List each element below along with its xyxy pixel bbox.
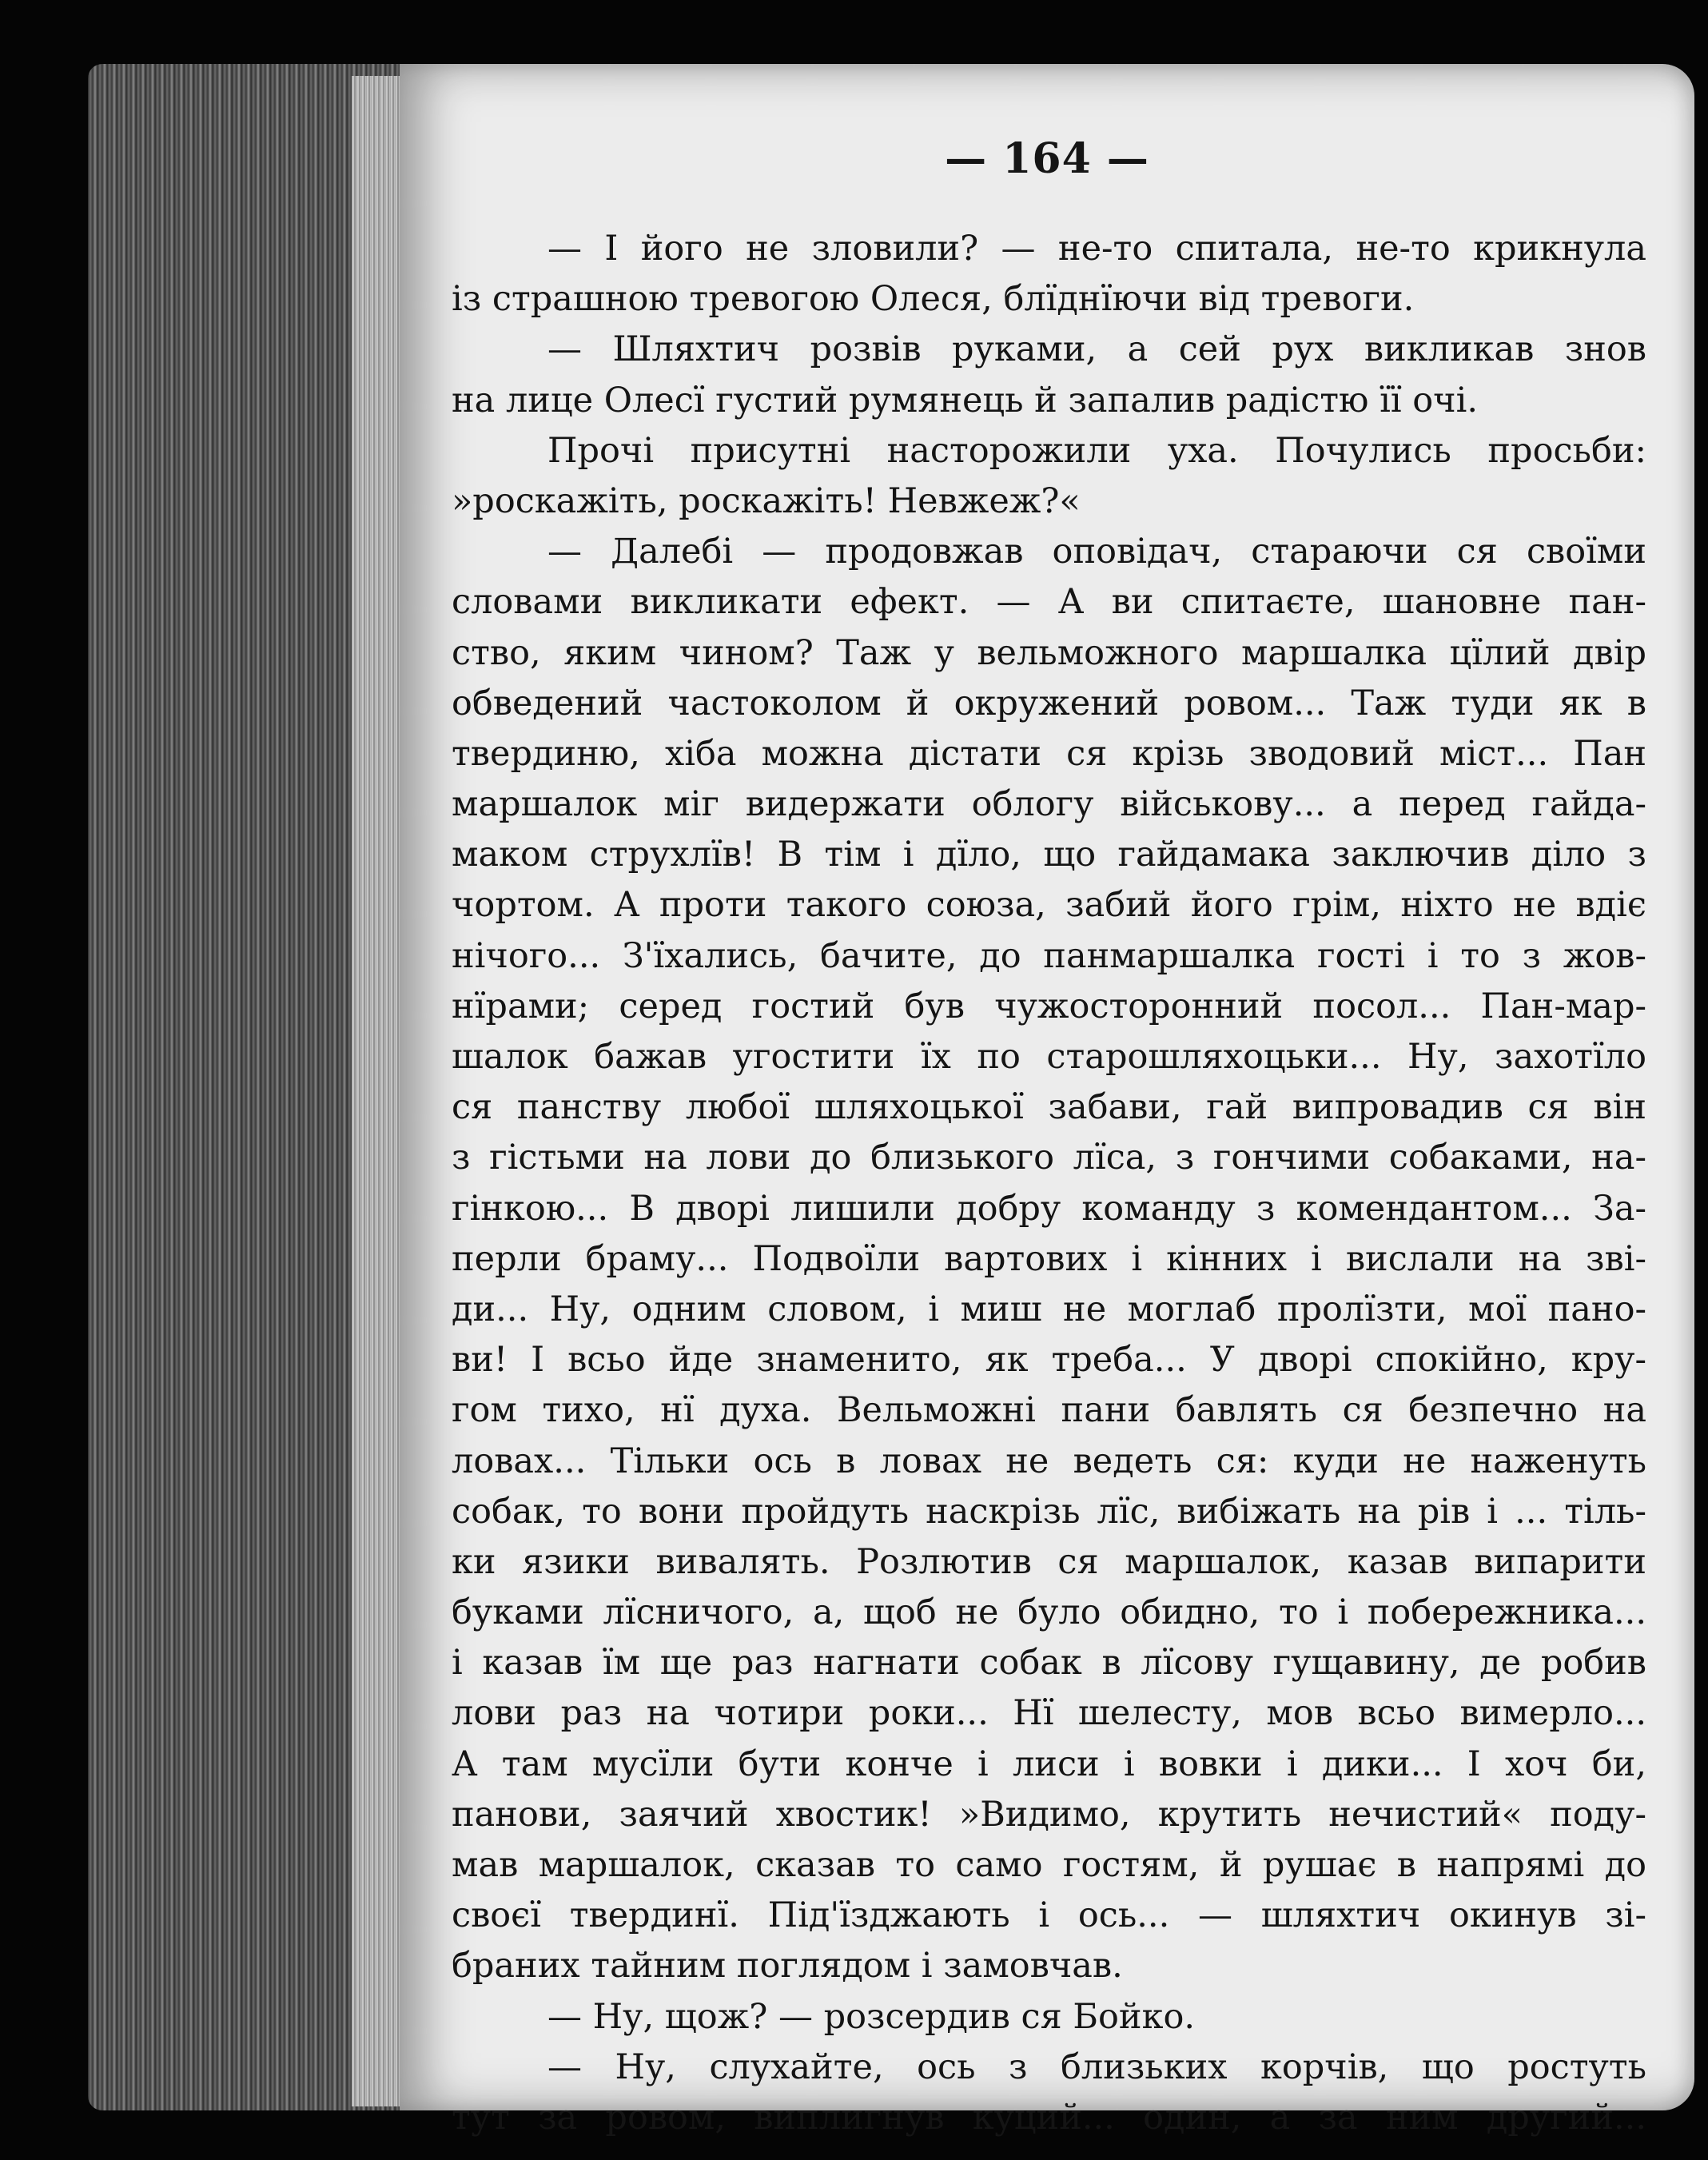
text-line: лови раз на чотири роки... Нї шелесту, мов всьо вимерло...	[452, 1693, 1646, 1734]
text-line: — Шляхтич розвів руками, а сей рух викликав знов	[547, 329, 1646, 370]
text-line: твердиню, хіба можна дістати ся крізь зводовий міст... Пан	[452, 733, 1646, 774]
text-line: і казав їм ще раз нагнати собак в лїсову гущавину, де робив	[452, 1643, 1646, 1684]
text-line: — Ну, щож? — розсердив ся Бойко.	[547, 1996, 1196, 2037]
text-line: ство, яким чином? Таж у вельможного маршалка цїлий двір	[452, 632, 1646, 673]
text-line: А там мусїли бути конче і лиси і вовки і дики... І хоч би,	[452, 1744, 1646, 1784]
text-line: — Ну, слухайте, ось з близьких корчів, що ростуть	[547, 2046, 1646, 2087]
text-line: Прочі присутні насторожили уха. Почулись просьби:	[547, 430, 1646, 471]
text-line: словами викликати ефект. — А ви спитаєте, шановне пан-	[452, 582, 1646, 623]
text-line: маком струхлїв! В тім і дїло, що гайдамака заключив діло з	[452, 835, 1646, 875]
text-line: ви! І всьо йде знаменито, як треба... У дворі спокійно, кру-	[452, 1340, 1646, 1381]
text-line: тут за ровом, виплигнув куций... один, а за ним другий...	[452, 2097, 1646, 2138]
text-line: ся панству любої шляхоцької забави, гай випровадив ся він	[452, 1087, 1646, 1128]
text-line: — І його не зловили? — не-то спитала, не-то крикнула	[547, 229, 1646, 269]
text-line: нїрами; серед гостий був чужосторонний посол... Пан-мар-	[452, 986, 1646, 1026]
text-line: — Далебі — продовжав оповідач, стараючи ся своїми	[547, 532, 1646, 572]
text-line: обведений частоколом й окружений ровом... Таж туди як в	[452, 683, 1646, 723]
text-line: ди... Ну, одним словом, і миш не моглаб пролїзти, мої пано-	[452, 1289, 1646, 1329]
text-line: буками лїсничого, а, щоб не було обидно, то і побережника...	[452, 1592, 1646, 1633]
text-line: перли браму... Подвоїли вартових і кінних і вислали на зві-	[452, 1238, 1646, 1279]
page-number: — 164 —	[945, 134, 1149, 183]
text-line: нічого... З'їхались, бачите, до панмаршалка гості і то з жов-	[452, 935, 1646, 976]
text-line: панови, заячий хвостик! »Видимо, крутить нечистий« поду-	[452, 1794, 1646, 1835]
text-line: браних тайним поглядом і замовчав.	[452, 1946, 1123, 1987]
text-line: ловах... Тільки ось в ловах не ведеть ся: куди не наженуть	[452, 1441, 1646, 1481]
text-line: маршалок міг видержати облогу військову... а перед гайда-	[452, 784, 1646, 825]
text-line: з гістьми на лови до близького лїса, з гончими собаками, на-	[452, 1138, 1646, 1178]
text-line: із страшною тревогою Олеся, блїднїючи від тревоги.	[452, 279, 1415, 320]
text-line: мав маршалок, сказав то само гостям, й рушає в напрямі до	[452, 1845, 1646, 1885]
text-line: гінкою... В дворі лишили добру команду з комендантом... За-	[452, 1188, 1646, 1229]
text-line: собак, то вони пройдуть наскрізь лїс, вибіжать на рів і ... тіль-	[452, 1491, 1646, 1532]
text-line: ки язики вивалять. Розлютив ся маршалок, казав випарити	[452, 1541, 1646, 1582]
text-line: гом тихо, нї духа. Вельможні пани бавлять ся безпечно на	[452, 1390, 1646, 1431]
book-page	[400, 64, 1694, 2138]
text-line: на лице Олесї густий румянець й запалив радістю її очі.	[452, 380, 1478, 420]
text-line: своєї твердинї. Під'їзджають і ось... — шляхтич окинув зі-	[452, 1895, 1646, 1936]
page-text	[452, 224, 1646, 2143]
text-line: чортом. А проти такого союза, забий його грім, ніхто не вдіє	[452, 885, 1646, 926]
text-line: шалок бажав угостити їх по старошляхоцьки... Ну, захотїло	[452, 1037, 1646, 1077]
text-line: »роскажіть, роскажіть! Невжеж?«	[452, 480, 1081, 521]
